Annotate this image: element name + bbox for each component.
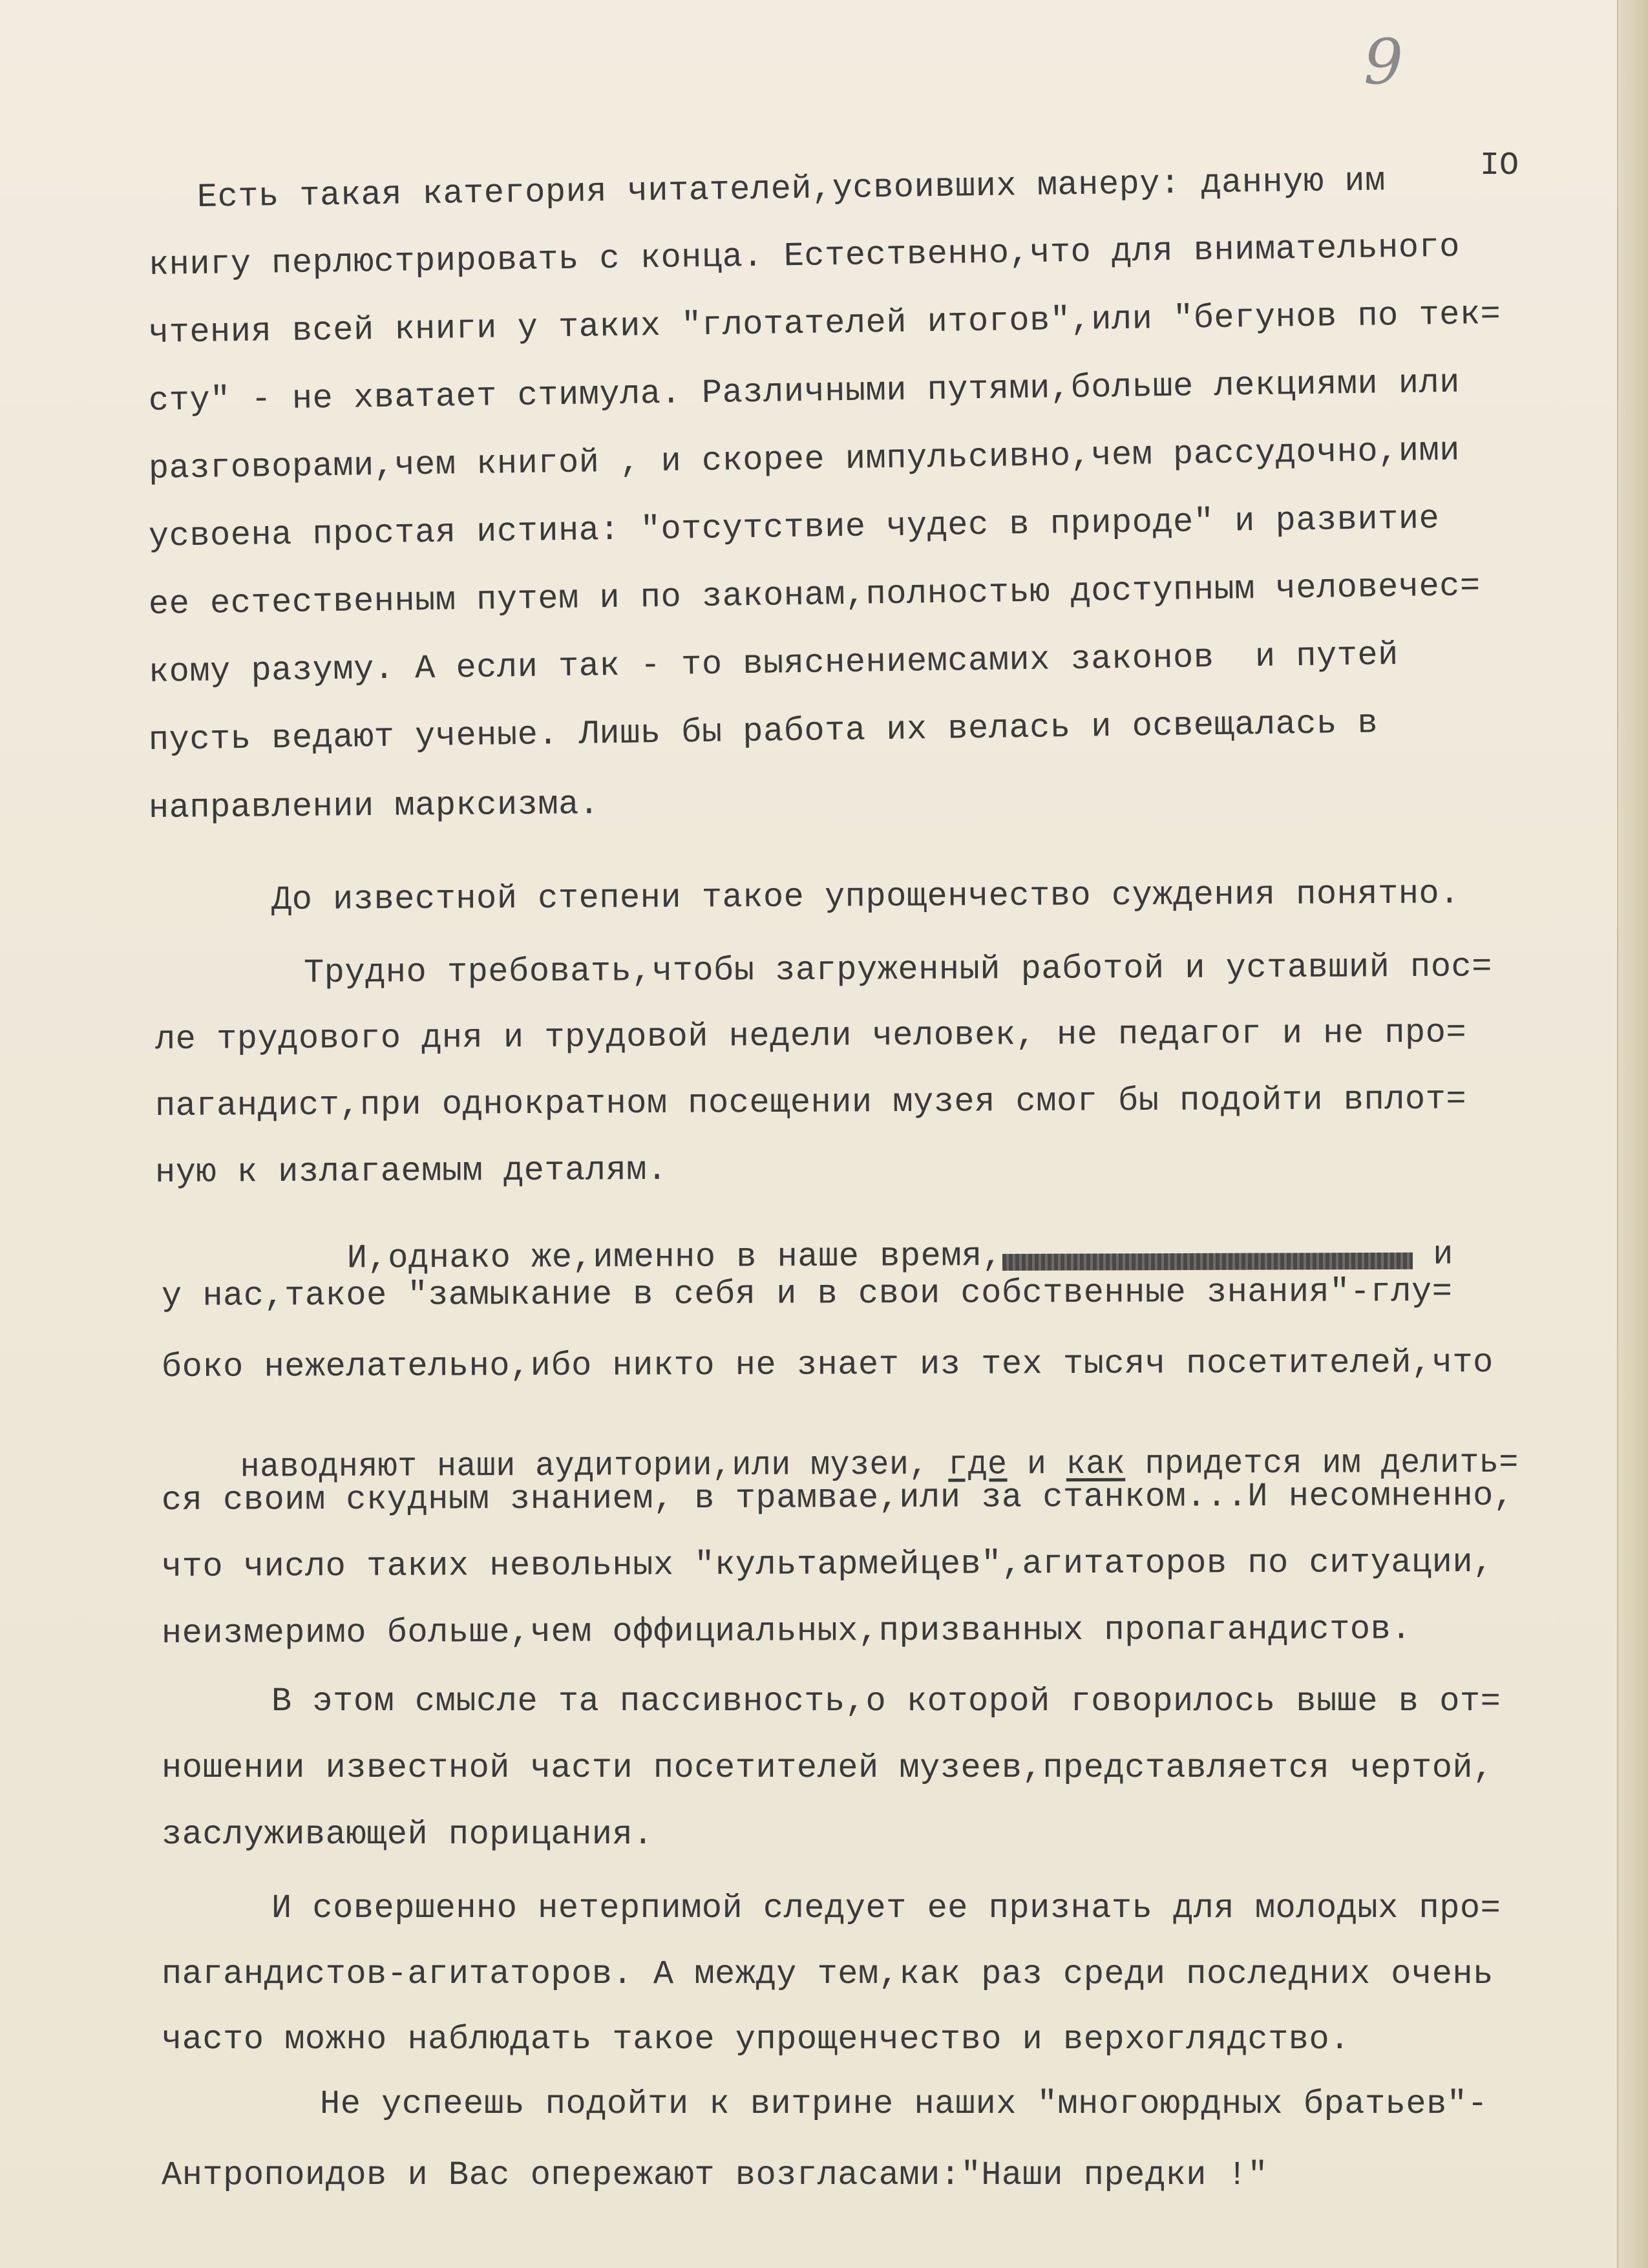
text-fragment: наводняют наши аудитории,или музеи, xyxy=(240,1445,949,1487)
text-line: заслуживающей порицания. xyxy=(162,1816,653,1854)
text-line: у нас,такое "замыкание в себя и в свои собственные знания"-глу= xyxy=(161,1273,1453,1315)
text-line: сту" - не хватает стимула. Различными путями,больше лекциями или xyxy=(148,363,1461,420)
text-line: В этом смысле та пассивность,о которой говорилось выше в от= xyxy=(271,1682,1501,1721)
text-fragment: и xyxy=(1007,1445,1066,1484)
underlined-word: где xyxy=(948,1445,1008,1484)
text-line: Не успеешь подойти к витрине наших "многоюрдных братьев"- xyxy=(320,2085,1488,2123)
text-fragment xyxy=(1412,1236,1433,1274)
text-line: ную к излагаемым деталям. xyxy=(154,1150,668,1192)
text-line: чтения всей книги у таких "глотателей итогов",или "бегунов по тек= xyxy=(148,295,1501,352)
text-line: что число таких невольных "культармейцев",агитаторов по ситуации, xyxy=(161,1543,1494,1586)
text-line: разговорами,чем книгой , и скорее импульсивно,чем рассудочно,ими xyxy=(148,431,1461,488)
paper-edge xyxy=(1617,0,1648,2268)
text-line: ношении известной части посетителей музеев,представляется чертой, xyxy=(162,1749,1494,1787)
text-line: пусть ведают ученые. Лишь бы работа их велась и освещалась в xyxy=(148,704,1379,759)
text-line: кому разуму. А если так - то выяснениемсамих законов и путей xyxy=(148,635,1399,692)
text-line: направлении марксизма. xyxy=(148,785,600,827)
text-line: ее естественным путем и по законам,полностью доступным человечес= xyxy=(148,567,1481,624)
text-line: пагандист,при однократном посещении музея смог бы подойти вплот= xyxy=(154,1080,1467,1125)
text-line: боко нежелательно,ибо никто не знает из тех тысяч посетителей,что xyxy=(161,1343,1494,1386)
text-fragment: И,однако же,именно в наше время, xyxy=(346,1237,1003,1278)
text-line: ле трудового дня и трудовой недели человек, не педагог и не про= xyxy=(154,1013,1467,1059)
text-line: книгу перлюстрировать с конца. Естественно,что для внимательного xyxy=(148,228,1461,284)
text-line: Трудно требовать,чтобы загруженный работой и уставший пос= xyxy=(303,948,1493,992)
text-line: усвоена простая истина: "отсутствие чудес в природе" и развитие xyxy=(148,500,1440,556)
text-line: пагандистов-агитаторов. А между тем,как раз среди последних очень xyxy=(162,1955,1494,1993)
struck-out-text xyxy=(1002,1238,1412,1273)
typed-page-number: IO xyxy=(1480,147,1519,184)
text-line: И совершенно нетерпимой следует ее признать для молодых про= xyxy=(271,1889,1501,1927)
text-line: ся своим скудным знанием, в трамвае,или за станком...И несомненно, xyxy=(161,1476,1514,1520)
handwritten-page-number: 9 xyxy=(1364,26,1404,98)
text-fragment: придется им делить= xyxy=(1125,1443,1519,1483)
text-line: Антропоидов и Вас опережают возгласами:"Наши предки !" xyxy=(162,2156,1269,2194)
text-line: неизмеримо больше,чем оффициальных,призванных пропагандистов. xyxy=(161,1610,1412,1653)
text-line: часто можно наблюдать такое упрощенчество и верхоглядство. xyxy=(162,2020,1350,2059)
text-fragment: и xyxy=(1433,1235,1454,1274)
underlined-word: как xyxy=(1066,1445,1126,1484)
text-line: Есть такая категория читателей,усвоивших манеру: данную им xyxy=(196,162,1386,217)
text-line: До известной степени такое упрощенчество суждения понятно. xyxy=(271,874,1461,919)
